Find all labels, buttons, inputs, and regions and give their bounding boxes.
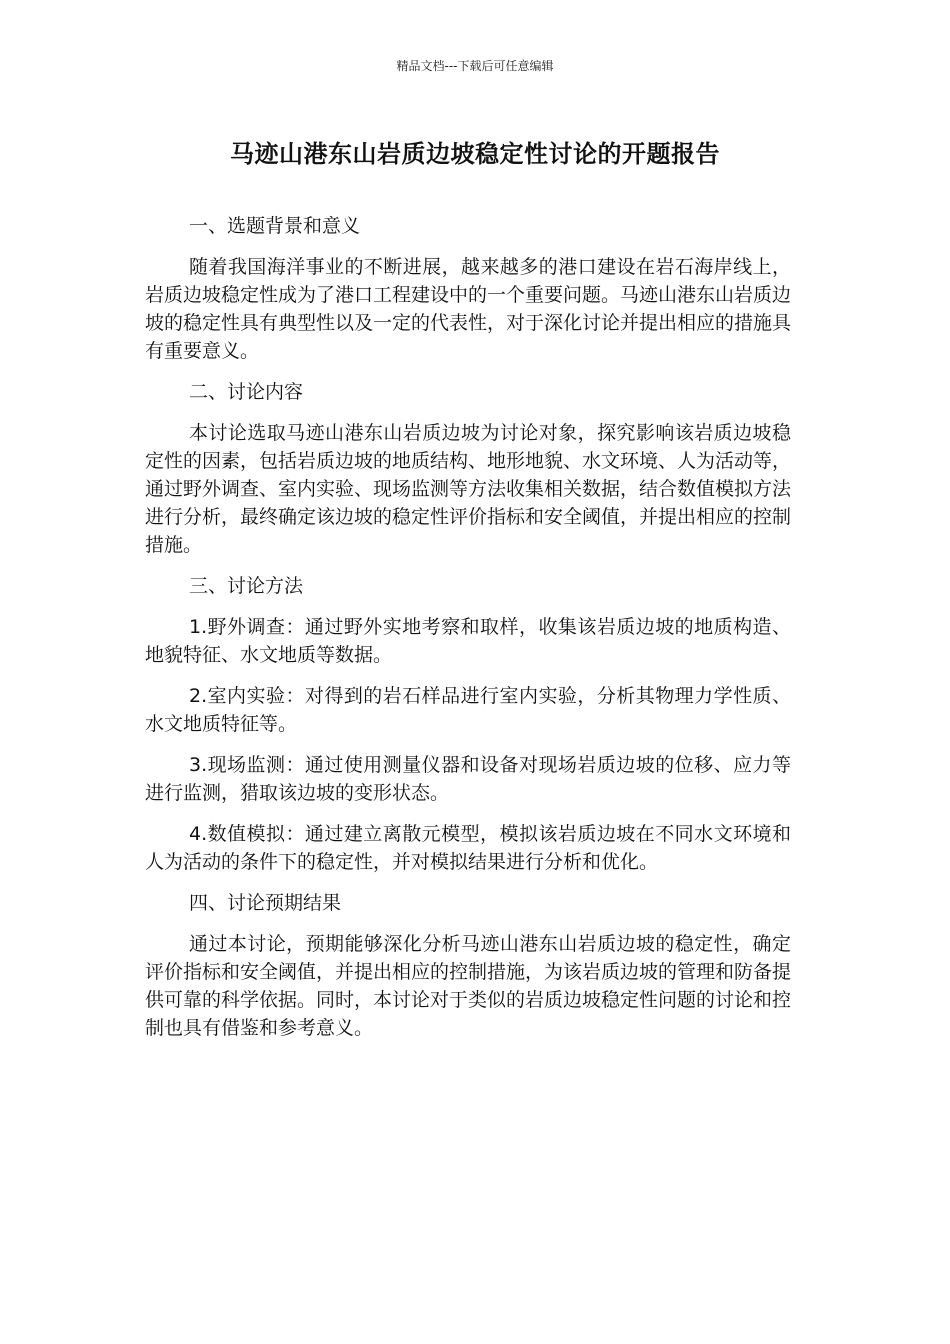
- paragraph-background: 随着我国海洋事业的不断进展，越来越多的港口建设在岩石海岸线上，岩质边坡稳定性成为了港口工程建设中的一个重要问题。马迹山港东山岩质边坡的稳定性具有典型性以及一定的代表性，对于深化讨论并提出相应的措施具有重要意义。: [145, 256, 792, 362]
- document-body: [145, 212, 791, 1055]
- section-heading-expected-results: 四、讨论预期结果: [189, 892, 342, 914]
- method-item-site-monitoring: 3.现场监测：通过使用测量仪器和设备对现场岩质边坡的位移、应力等进行监测，猎取该边坡的变形状态。: [145, 754, 791, 804]
- method-item-lab-experiment: 2.室内实验：对得到的岩石样品进行室内实验，分析其物理力学性质、水文地质特征等。: [145, 685, 791, 735]
- section-heading-background: 一、选题背景和意义: [189, 215, 361, 237]
- section-heading-methods: 三、讨论方法: [189, 575, 304, 597]
- page-header: 精品文档---下载后可任意编辑: [396, 59, 554, 73]
- section-heading-content: 二、讨论内容: [189, 381, 304, 403]
- paragraph-expected-results: 通过本讨论，预期能够深化分析马迹山港东山岩质边坡的稳定性，确定评价指标和安全阈值，并提出相应的控制措施，为该岩质边坡的管理和防备提供可靠的科学依据。同时，本讨论对于类似的岩质边坡稳定性问题的讨论和控制也具有借鉴和参考意义。: [145, 933, 792, 1039]
- method-item-field-survey: 1.野外调查：通过野外实地考察和取样，收集该岩质边坡的地质构造、地貌特征、水文地质等数据。: [145, 616, 791, 666]
- document-title: 马迹山港东山岩质边坡稳定性讨论的开题报告: [230, 140, 720, 168]
- paragraph-content: 本讨论选取马迹山港东山岩质边坡为讨论对象，探究影响该岩质边坡稳定性的因素，包括岩质边坡的地质结构、地形地貌、水文环境、人为活动等，通过野外调查、室内实验、现场监测等方法收集相关数据，结合数值模拟方法进行分析，最终确定该边坡的稳定性评价指标和安全阈值，并提出相应的控制措施。: [145, 422, 792, 556]
- method-item-numerical-simulation: 4.数值模拟：通过建立离散元模型，模拟该岩质边坡在不同水文环境和人为活动的条件下的稳定性，并对模拟结果进行分析和优化。: [145, 823, 791, 873]
